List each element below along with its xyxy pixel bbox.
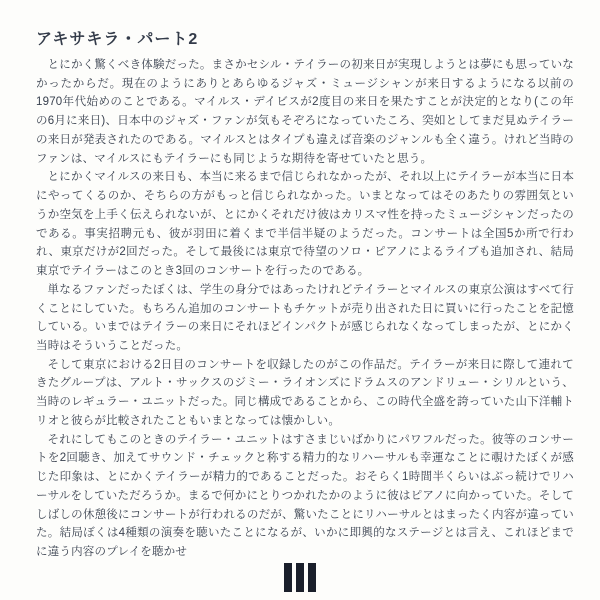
logo-bar — [308, 563, 316, 592]
logo-bar — [296, 563, 304, 592]
liner-notes-body — [36, 56, 574, 562]
paragraph: とにかくマイルスの来日も、本当に来るまで信じられなかったが、それ以上にテイラーが本当に日本にやってくるのか、そちらの方がもっと信じられなかった。いまとなってはそのあたりの雰囲気というか空気を上手く伝えられないが、とにかくそれだけ彼はカリスマ性を持ったミュージシャンだったのである。事実招聘元も、彼が羽田に着くまで半信半疑のようだった。コンサートは全国5か所で行われ、東京だけが2回だった。そして最後には東京で待望のソロ・ピアノによるライブも追加され、結局東京でテイラーはこのとき3回のコンサートを行ったのである。 — [36, 171, 574, 278]
page-title: アキサキラ・パート2 — [36, 31, 199, 48]
paragraph: それにしてもこのときのテイラー・ユニットはすさまじいばかりにパワフルだった。彼等のコンサートを2回聴き、加えてサウンド・チェックと称する精力的なリハーサルも幸運なことに覗けたぼくが感じた印象は、とにかくテイラーが精力的であることだった。おそらく1時間半くらいはぶっ続けでリハーサルをしていただろうか。まるで何かにとりつかれたかのように彼はピアノに向かっていた。そしてしばしの休憩後にコンサートが行われるのだが、驚いたことにリハーサルとはまったく内容が違っていた。結局ぼくは4種類の演奏を聴いたことになるが、いかに即興的なステージとは言え、これほどまでに違う内容のプレイを聴かせ — [36, 433, 574, 559]
three-bars-logo — [0, 563, 600, 592]
paragraph: そして東京における2日目のコンサートを収録したのがこの作品だ。テイラーが来日に際して連れてきたグループは、アルト・サックスのジミー・ライオンズにドラムスのアンドリュー・シリルという、当時のレギュラー・ユニットだった。同じ構成であることから、この時代全盛を誇っていた山下洋輔トリオと彼らが比較されたこともいまとなっては懐かしい。 — [36, 358, 574, 427]
paragraph: 単なるファンだったぼくは、学生の身分ではあったけれどテイラーとマイルスの東京公演はすべて行くことにしていた。もちろん追加のコンサートもチケットが売り出された日に買いに行ったことを記憶している。いまではテイラーの来日にそれほどインパクトが感じられなくなってしまったが、とにかく当時はそういうことだった。 — [36, 283, 574, 353]
paragraph: とにかく驚くべき体験だった。まさかセシル・テイラーの初来日が実現しようとは夢にも思っていなかったからだ。現在のようにありとあらゆるジャズ・ミュージシャンが来日するようになる以前の1970年代始めのことである。マイルス・デイビスが2度目の来日を果たすことが決定的となり(この年の6月に来日)、日本中のジャズ・ファンが気もそぞろになっていたころ、突如としてまだ見ぬテイラーの来日が発表されたのである。マイルスとはタイプも違えば音楽のジャンルも全く違う。けれど当時のファンは、マイルスにもテイラーにも同じような期待を寄せていたと思う。 — [36, 59, 574, 165]
logo-bar — [284, 563, 292, 592]
